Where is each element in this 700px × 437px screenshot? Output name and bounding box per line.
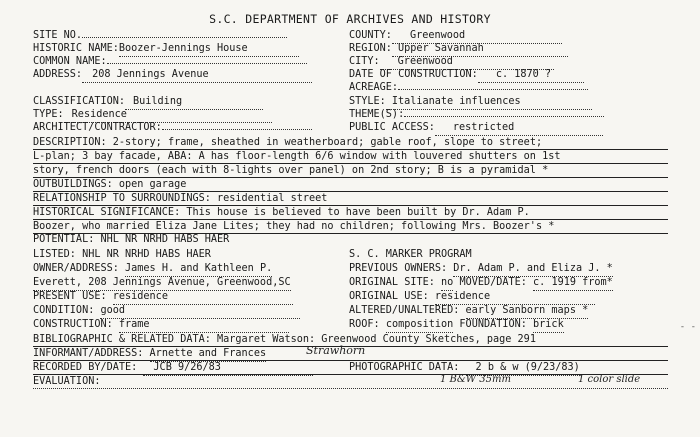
margin-ticks: - - xyxy=(679,322,696,332)
owner-line-1 xyxy=(33,262,673,276)
region-label: REGION: xyxy=(349,43,392,54)
photographic-value: 2 b & w (9/23/83) xyxy=(466,361,580,376)
recorded-line xyxy=(33,361,673,375)
potential-line xyxy=(33,233,668,247)
historic-name-value: Boozer-Jennings House xyxy=(119,42,299,57)
evaluation-line xyxy=(33,375,668,389)
bibliographic-label: BIBLIOGRAPHIC & RELATED DATA: xyxy=(33,334,211,345)
condition-value: good xyxy=(100,304,300,319)
date-construction-label: DATE OF CONSTRUCTION: xyxy=(349,69,478,80)
common-name-value xyxy=(107,63,307,64)
county-label: COUNTY: xyxy=(349,30,392,41)
informant-value: Arnette and Frances xyxy=(150,347,267,362)
condition-line xyxy=(33,304,673,318)
owner-line-2 xyxy=(33,276,673,290)
architect-label: ARCHITECT/CONTRACTOR: xyxy=(33,122,162,133)
region-value: Upper Savannah xyxy=(392,42,568,57)
historical-line-2: Boozer, who married Eliza Jane Lites; they had no children; following Mrs. Boozer's * xyxy=(33,221,555,232)
present-use-label: PRESENT USE: xyxy=(33,291,107,302)
city-value: Greenwood xyxy=(380,55,554,70)
owner-label: OWNER/ADDRESS: xyxy=(33,263,119,274)
construction-value: frame xyxy=(119,318,289,333)
owner-value-1: James H. and Kathleen P. xyxy=(125,262,272,277)
site-no-label: SITE NO. xyxy=(33,30,83,41)
evaluation-label: EVALUATION: xyxy=(33,376,101,387)
address-value: 208 Jennings Avenue xyxy=(82,68,312,83)
site-no-value xyxy=(82,37,287,38)
acreage-value xyxy=(398,89,588,90)
roof-label: ROOF: xyxy=(349,319,380,330)
foundation-label: FOUNDATION: xyxy=(459,319,527,330)
row-historic-name xyxy=(33,42,673,56)
bibliographic-value: Margaret Watson: Greenwood County Sketches, page 291 xyxy=(217,334,536,345)
listed-line xyxy=(33,248,673,262)
outbuildings-value: open garage xyxy=(118,179,187,190)
row-type xyxy=(33,108,673,122)
listed-options: NHL NR NRHD HABS HAER xyxy=(82,249,211,260)
moved-date-label: MOVED/DATE: xyxy=(459,277,527,288)
altered-label: ALTERED/UNALTERED: xyxy=(349,305,460,316)
moved-date-value: c. 1919 from* xyxy=(533,276,613,291)
row-site-no xyxy=(33,29,673,43)
public-access-value: restricted xyxy=(435,121,603,136)
description-line-1 xyxy=(33,136,668,150)
potential-options: NHL NR NRHD HABS HAER xyxy=(100,234,230,245)
description-text-1: 2-story; frame, sheathed in weatherboard; gable roof, slope to street; xyxy=(112,137,543,148)
original-site-value: no xyxy=(441,276,453,291)
relationship-label: RELATIONSHIP TO SURROUNDINGS: xyxy=(33,193,211,204)
city-label: CITY: xyxy=(349,56,380,67)
form-title: S.C. DEPARTMENT OF ARCHIVES AND HISTORY xyxy=(209,12,491,26)
relationship-line xyxy=(33,192,668,206)
address-label: ADDRESS: xyxy=(33,69,83,80)
common-name-label: COMMON NAME: xyxy=(33,56,107,67)
architect-value xyxy=(162,129,312,130)
county-value: Greenwood xyxy=(392,29,562,44)
listed-label: LISTED: xyxy=(33,249,76,260)
outbuildings-line xyxy=(33,178,668,192)
condition-label: CONDITION: xyxy=(33,305,95,316)
description-label: DESCRIPTION: xyxy=(33,137,107,148)
foundation-value: brick xyxy=(533,318,564,333)
potential-label: POTENTIAL: xyxy=(33,234,95,245)
historic-name-label: HISTORIC NAME: xyxy=(33,43,119,54)
row-architect xyxy=(33,121,673,135)
row-acreage xyxy=(33,81,673,95)
theme-label: THEME(S): xyxy=(349,109,405,120)
row-common-name xyxy=(33,55,673,69)
handwritten-note-left: 1 B&W 35mm xyxy=(440,374,511,385)
owner-value-2: Everett, 208 Jennings Avenue, Greenwood,SC xyxy=(33,276,291,291)
classification-value: Building xyxy=(125,95,263,110)
altered-value: early Sanborn maps * xyxy=(466,304,589,319)
present-use-value: residence xyxy=(113,290,293,305)
date-construction-value: c. 1870 ? xyxy=(478,68,584,83)
construction-label: CONSTRUCTION: xyxy=(33,319,113,330)
previous-owners-label: PREVIOUS OWNERS: xyxy=(349,263,448,274)
original-use-label: ORIGINAL USE: xyxy=(349,291,429,302)
handwritten-note-right: 1 color slide xyxy=(578,374,641,385)
previous-owners-value: Dr. Adam P. and Eliza J. * xyxy=(453,262,612,277)
recorded-value: JCB 9/26/83 xyxy=(143,361,313,376)
photographic-label: PHOTOGRAPHIC DATA: xyxy=(349,362,460,373)
informant-label: INFORMANT/ADDRESS: xyxy=(33,348,144,359)
type-value: Residence xyxy=(64,108,272,123)
description-line-2: L-plan; 3 bay facade, ABA: A has floor-length 6/6 window with louvered shutters on 1st xyxy=(33,151,561,162)
historical-label: HISTORICAL SIGNIFICANCE: xyxy=(33,207,181,218)
relationship-value: residential street xyxy=(217,193,328,204)
style-label: STYLE: xyxy=(349,96,386,107)
style-value: Italianate influences xyxy=(386,95,592,110)
acreage-label: ACREAGE: xyxy=(349,82,399,93)
public-access-label: PUBLIC ACCESS: xyxy=(349,122,435,133)
historical-text-1: This house is believed to have been built by Dr. Adam P. xyxy=(186,207,530,218)
row-classification xyxy=(33,95,673,109)
classification-label: CLASSIFICATION: xyxy=(33,96,126,107)
historical-line-1 xyxy=(33,206,668,220)
evaluation-rule xyxy=(33,388,668,389)
informant-handwritten: Strawhorn xyxy=(306,344,366,357)
construction-line xyxy=(33,318,673,332)
original-use-value: residence xyxy=(435,290,595,305)
row-address xyxy=(33,68,673,82)
roof-value: composition xyxy=(386,318,453,333)
recorded-label: RECORDED BY/DATE: xyxy=(33,362,138,373)
present-use-line xyxy=(33,290,673,304)
type-label: TYPE: xyxy=(33,109,64,120)
theme-value xyxy=(404,116,604,117)
original-site-label: ORIGINAL SITE: xyxy=(349,277,435,288)
marker-program-label: S. C. MARKER PROGRAM xyxy=(349,249,472,260)
outbuildings-label: OUTBUILDINGS: xyxy=(33,179,113,190)
description-line-3: story, french doors (each with 8-lights over panel) on 2nd story; B is a pyramidal * xyxy=(33,165,549,176)
